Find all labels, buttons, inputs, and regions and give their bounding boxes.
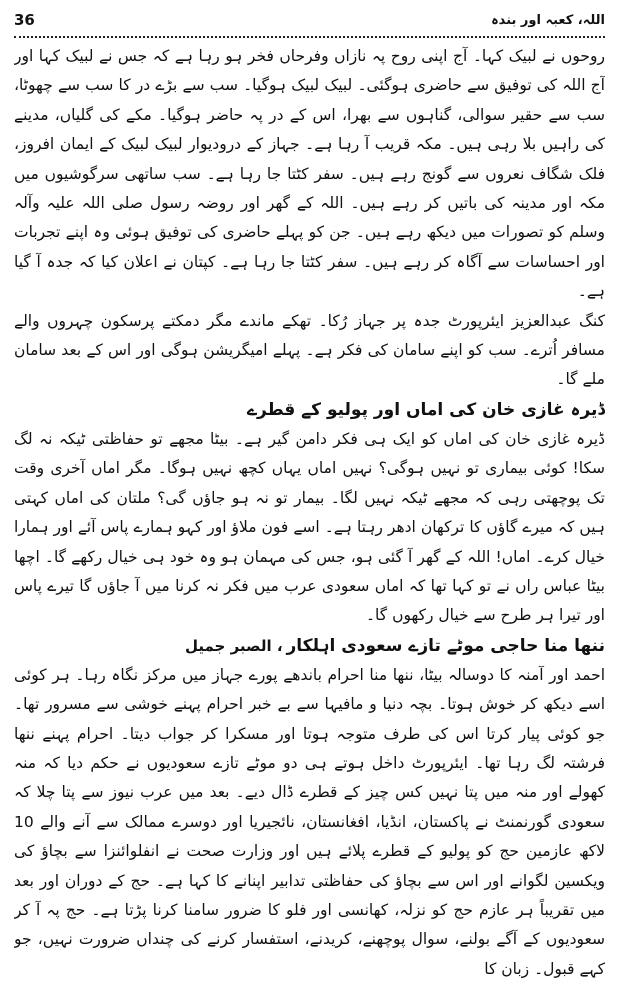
page-number: 36 [14,11,35,29]
section-heading-2-text: ننھا منا حاجی موٹے تازے سعودی اہلکار [286,635,605,656]
section-heading-2-tail: ، الصبر جمیل [184,636,283,655]
page-body [14,42,605,1000]
section-heading-2 [14,631,605,661]
section-heading-1 [14,395,605,425]
paragraph-4: احمد اور آمنہ کا دوسالہ بیٹا، ننھا منا احرام باندھے پورے جہاز میں مرکز نگاہ رہا۔ ہر کوئی اسے دیکھ کر خوش ہوتا۔ بچہ دنیا و مافیہا سے بے خبر احرام پہنے خوشی سے مسرور تھا۔ جو کوئی پیار کرتا اس کی طرف متوجہ ہوتا اور مسکرا کر جواب دیتا۔ احرام پہنے ننھا فرشتہ لگ رہا تھا۔ ایئرپورٹ داخل ہوتے ہی دو موٹے تازے سعودیوں نے حکم دیا کہ منہ کھولے اور منہ میں پتا نہیں کس چیز کے قطرے ڈال دیے۔ بعد میں عرب نیوز سے پتا چلا کہ سعودی گورنمنٹ نے پاکستان، انڈیا، افغانستان، نائجیریا اور دوسرے ممالک سے آنے والے 10 لاکھ عازمین حج کو پولیو کے قطرے پلائے ہیں اور وزارت صحت نے انفلوائنزا سے بچاؤ کی ویکسین لگوانے اور اس سے بچاؤ کی حفاظتی تدابیر اپنانے کا کہا ہے۔ حج کے دوران اور بعد میں تقریباً ہر عازم حج کو نزلہ، کھانسی اور فلو کا ضرور سامنا کرنا پڑتا ہے۔ حج پہ آ کر سعودیوں کے آگے بولنے، سوال پوچھنے، کریدنے، استفسار کرنے کی چنداں ضرورت نہیں، جو کہے قبول۔ زبان کا [14,665,605,978]
page-header [14,8,605,32]
section-heading-1-text: ڈیرہ غازی خان کی اماں اور پولیو کے قطرے [247,399,605,420]
running-title: اللہ، کعبہ اور بندہ [491,12,605,28]
paragraph-3: ڈیرہ غازی خان کی اماں کو ایک ہی فکر دامن گیر ہے۔ بیٹا مجھے تو حفاظتی ٹیکہ نہ لگ سکا! کوئی بیماری تو نہیں ہوگی؟ نہیں اماں یہاں کچھ نہیں ہوگا۔ مگر اماں آخری وقت تک پوچھتی رہی کہ مجھے ٹیکہ نہیں لگا۔ بیمار تو نہ ہو جاؤں گی؟ ملتان کی اماں کہتی ہیں کہ میرے گاؤں کا ترکھان ادھر رہتا ہے۔ اسے فون ملاؤ اور کہو ہمارے پاس آئے اور ہمارا خیال کرے۔ اماں! اللہ کے گھر آ گئی ہو، جس کی مہمان ہو وہ خود ہی خیال رکھے گا۔ اچھا بیٹا عباس راں نے تو کہا تھا کہ اماں سعودی عرب میں فکر نہ کرنا میں آ جاؤں گا تیرے پاس اور تیرا ہر طرح سے خیال رکھوں گا۔ [14,429,605,625]
paragraph-1: روحوں نے لبیک کہا۔ آج اپنی روح پہ نازاں وفرحاں فخر ہو رہا ہے کہ جس نے لبیک کہا اور آج اللہ کی توفیق سے حاضری ہوگئی۔ لبیک لبیک ہوگیا۔ سب سے بڑے در کا سب سے چھوٹا، سب سے حقیر سوالی، گناہوں سے بھرا، اس کے در پہ حاضر ہوگیا۔ مکے کی گلیاں، مدینے کی راہیں بلا رہی ہیں۔ مکہ قریب آ رہا ہے۔ جہاز کے درودیوار لبیک لبیک کے ایمان افروز، فلک شگاف نعروں سے گونج رہے ہیں۔ سفر کٹتا جا رہا ہے۔ سب ساتھی سرگوشیوں میں مکہ اور مدینہ کی باتیں کر رہے ہیں۔ اللہ کے گھر اور روضہ رسول صلی اللہ علیہ وآلہ وسلم کو تصورات میں دیکھ رہے ہیں۔ جن کو پہلے حاضری کی توفیق ہوئی وہ اپنے تجربات اور احساسات سے آگاہ کر رہے ہیں۔ سفر کٹتا جا رہا ہے۔ کپتان نے اعلان کیا کہ جدہ آ گیا ہے۔ [14,47,605,301]
header-divider [14,36,605,38]
paragraph-2: کنگ عبدالعزیز ایئرپورٹ جدہ پر جہاز رُکا۔ تھکے ماندے مگر دمکتے پرسکون چہروں والے مسافر اُترے۔ سب کو اپنے سامان کی فکر ہے۔ پہلے امیگریشن ہوگی اور اس کے بعد سامان ملے گا۔ [14,311,605,389]
